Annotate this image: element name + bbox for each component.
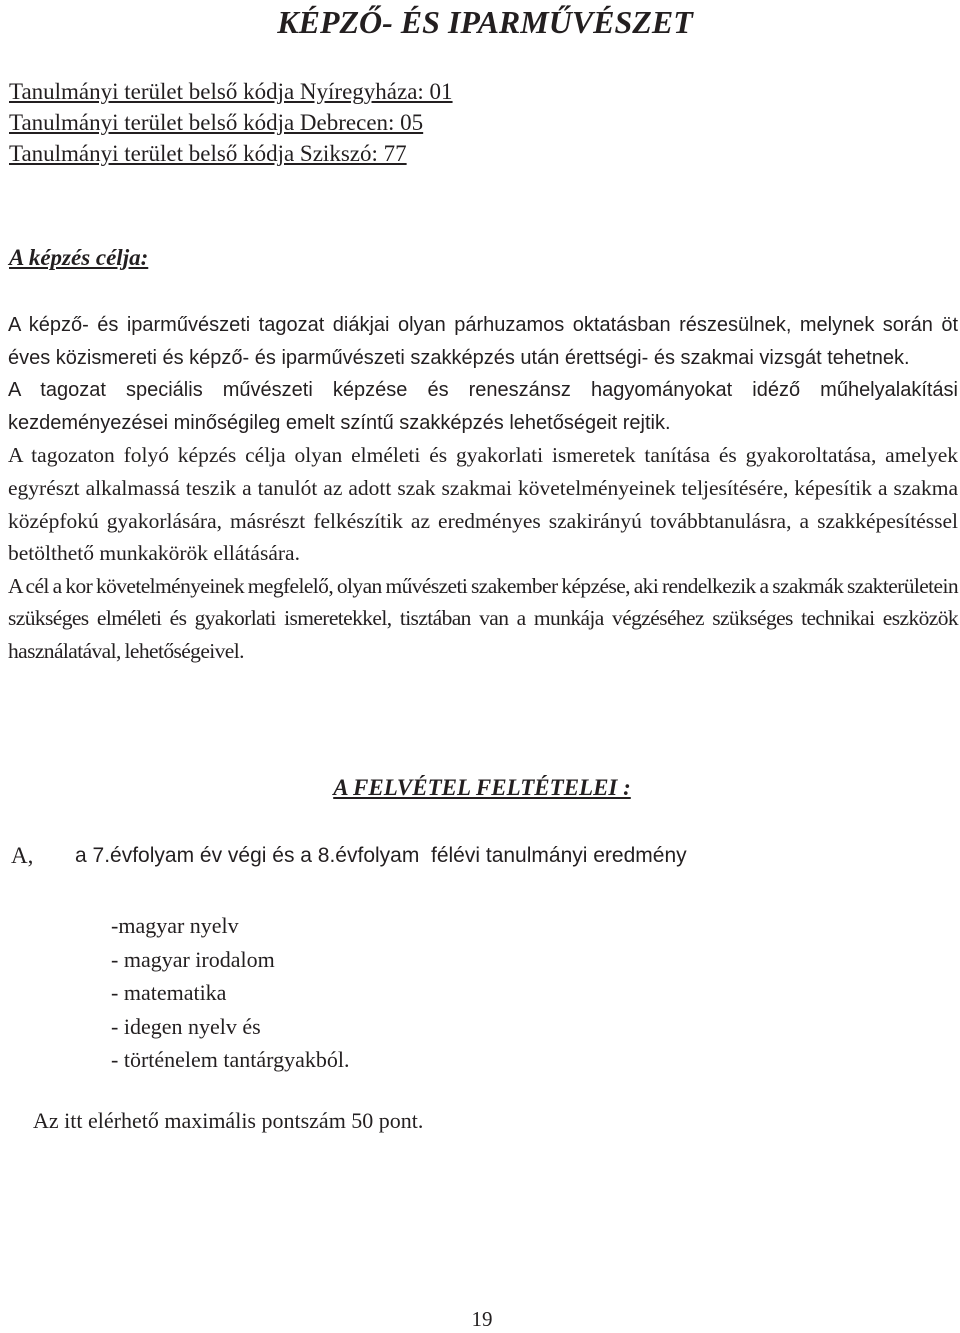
list-item: - történelem tantárgyakból. <box>111 1047 350 1072</box>
area-code-szikszo: Tanulmányi terület belső kódja Szikszó: 77 <box>9 141 407 166</box>
criterion-letter: A, <box>11 843 34 868</box>
goal-heading: A képzés célja: <box>9 245 149 270</box>
area-code-debrecen: Tanulmányi terület belső kódja Debrecen: 05 <box>9 110 424 135</box>
criterion-text: a 7.évfolyam év végi és a 8.évfolyam félévi tanulmányi eredmény <box>75 844 687 867</box>
area-code-nyiregyhaza: Tanulmányi terület belső kódja Nyíregyháza: 01 <box>9 79 453 104</box>
goal-paragraph-4: A cél a kor követelményeinek megfelelő, olyan művészeti szakember képzése, aki rendelkezik a szakmák szakterületein szükséges elméleti és gyakorlati ismeretekkel, tisztában van a munkája végzéséhez szükséges technikai eszközök használatával, lehetőségeivel. <box>8 573 958 663</box>
list-item: -magyar nyelv <box>111 913 239 938</box>
max-score-note: Az itt elérhető maximális pontszám 50 pont. <box>33 1108 424 1133</box>
admission-heading: A FELVÉTEL FELTÉTELEI : <box>333 775 631 800</box>
page-number: 19 <box>471 1307 493 1331</box>
goal-paragraph-2: A tagozat speciális művészeti képzése és reneszánsz hagyományokat idéző műhelyalakítási kezdeményezései minőségileg emelt színtű szakképzés lehetőségeit rejtik. <box>8 379 958 434</box>
list-item: - idegen nyelv és <box>111 1013 261 1039</box>
goal-body <box>8 309 958 668</box>
area-codes-block <box>9 76 453 169</box>
page-title: KÉPZŐ- ÉS IPARMŰVÉSZET <box>277 4 693 40</box>
list-item: - magyar irodalom <box>111 946 275 972</box>
goal-paragraph-3: A tagozaton folyó képzés célja olyan elméleti és gyakorlati ismeretek tanítása és gyakoroltatása, amelyek egyrészt alkalmassá teszik a tanulót az adott szak szakmai követelményeinek teljesítésére, képesítik a szakma középfokú gyakorlására, másrészt felkészítik az eredményes szakirányú továbbtanulásra, a szakképesítéssel betölthető munkakörök ellátására. <box>8 443 958 566</box>
goal-paragraph-1: A képző- és iparművészeti tagozat diákjai olyan párhuzamos oktatásban részesülnek, melynek során öt éves közismereti és képző- és iparművészeti szakképzés után érettségi- és szakmai vizsgát tehetnek. <box>8 314 958 369</box>
list-item: - matematika <box>111 980 227 1005</box>
subject-list <box>111 909 349 1077</box>
